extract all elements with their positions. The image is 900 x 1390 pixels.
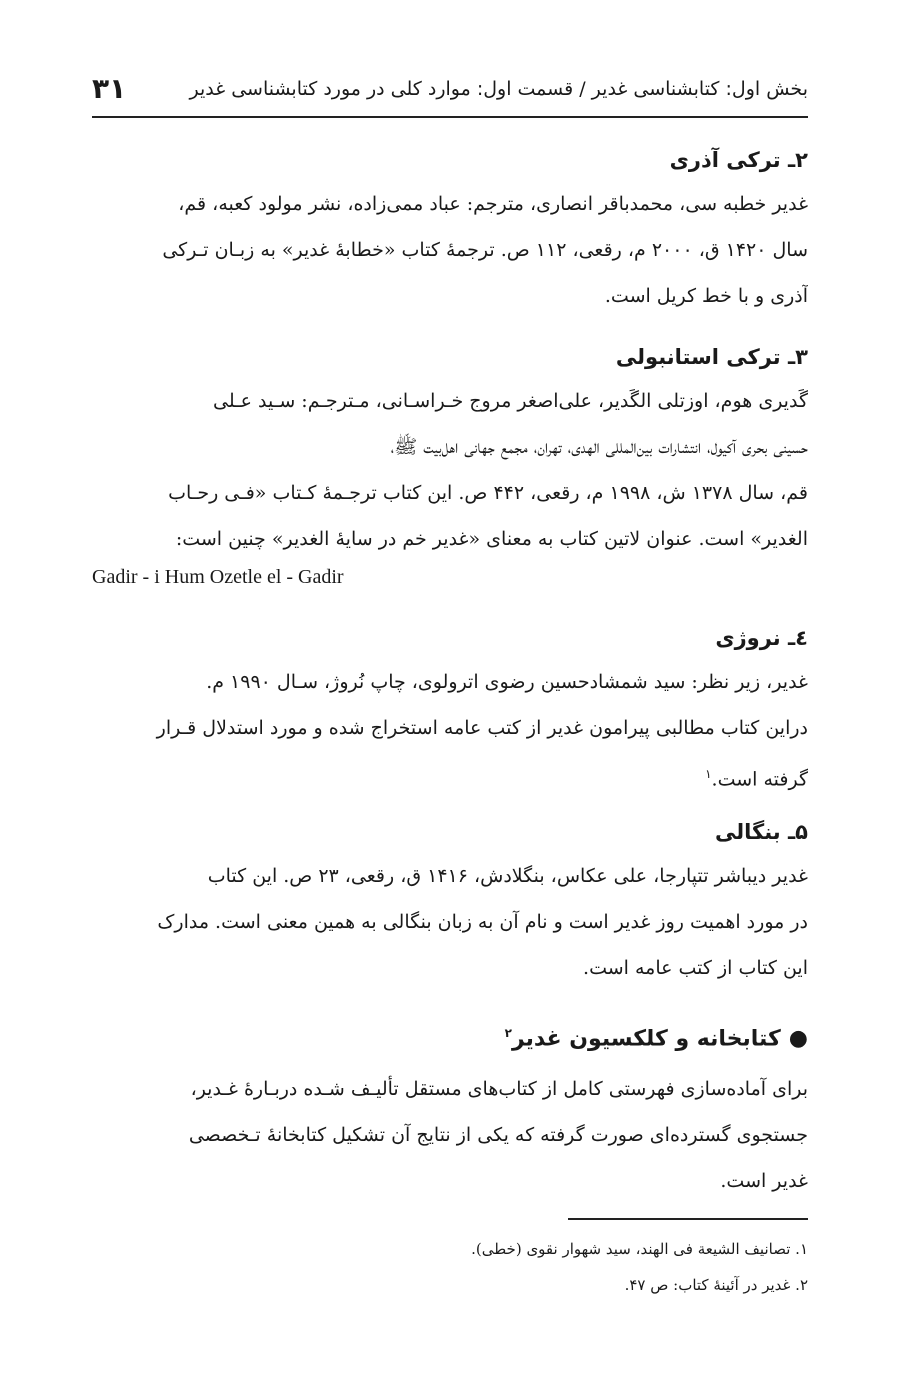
- section-heading-bengali: ۵ـ بنگالی: [714, 820, 808, 844]
- section-body-norwegian: [92, 659, 808, 802]
- footnote-2: ۲. غدیر در آئینهٔ کتاب: ص ۴۷.: [624, 1276, 808, 1294]
- body-line: جستجوی گسترده‌ای صورت گرفته که یکی از نتایج آن تشکیل کتابخانهٔ تـخصصی: [188, 1124, 808, 1146]
- section-heading-norwegian: ٤ـ نروژی: [715, 626, 808, 650]
- section-body-istanbul-turkish: [92, 378, 808, 562]
- body-line: گَدیری هوم، اوزتلی الگَدیر، علی‌اصغر مروج خـراسـانی، مـترجـم: سـید عـلی: [212, 390, 808, 412]
- body-line: برای آماده‌سازی فهرستی کامل از کتاب‌های مستقل تألیـف شـده دربـارهٔ غـدیر،: [190, 1078, 808, 1100]
- page-number: ۳۱: [92, 72, 127, 105]
- latin-title: Gadir - i Hum Ozetle el - Gadir: [92, 566, 344, 588]
- footnote-ref: ۱: [705, 767, 712, 781]
- body-line: غدیر است.: [720, 1170, 808, 1192]
- footnote-divider: [568, 1218, 808, 1220]
- bullet-icon: ●: [788, 1026, 808, 1052]
- footnote-1: ۱. تصانیف الشیعة فی الهند، سید شهوار نقوی (خطی).: [471, 1240, 808, 1258]
- body-line: در مورد اهمیت روز غدیر است و نام آن به زبان بنگالی به همین معنی است. مدارک: [157, 911, 808, 933]
- section-body-library: [92, 1066, 808, 1204]
- body-line: غدیر خطبه سی، محمدباقر انصاری، مترجم: عباد ممی‌زاده، نشر مولود کعبه، قم،: [178, 193, 808, 215]
- body-line: آذری و با خط کریل است.: [604, 285, 808, 307]
- section-body-azeri: [92, 181, 808, 319]
- footnote-ref: ۲: [504, 1026, 512, 1040]
- section-heading-library: [92, 1026, 808, 1051]
- body-line-text: گرفته است.: [711, 768, 808, 791]
- header-title: بخش اول: کتابشناسی غدیر / قسمت اول: موارد کلی در مورد کتابشناسی غدیر: [189, 78, 808, 100]
- body-line: سال ۱۴۲۰ ق، ۲۰۰۰ م، رقعی، ۱۱۲ ص. ترجمهٔ کتاب «خطابهٔ غدیر» به زبـان تـرکی: [162, 239, 808, 261]
- body-line: قم، سال ۱۳۷۸ ش، ۱۹۹۸ م، رقعی، ۴۴۲ ص. این کتاب ترجـمهٔ کـتاب «فـی رحـاب: [168, 482, 808, 504]
- library-heading-text: کتابخانه و کلکسیون غدیر: [511, 1026, 781, 1052]
- body-line: الغدیر» است. عنوان لاتین کتاب به معنای «غدیر خم در سایهٔ الغدیر» چنین است:: [175, 528, 808, 550]
- body-line: غدیر دیباشر تتپارجا، علی عکاس، بنگلادش، ۱۴۱۶ ق، رقعی، ۲۳ ص. این کتاب: [207, 865, 808, 887]
- body-line: غدیر، زیر نظر: سید شمشادحسین رضوی اترولوی، چاپ نُروژ، سـال ۱۹۹۰ م.: [206, 671, 808, 693]
- body-line: این کتاب از کتب عامه است.: [583, 957, 808, 979]
- body-line: [92, 751, 808, 802]
- body-line: دراین کتاب مطالبی پیرامون غدیر از کتب عامه استخراج شده و مورد استدلال قـرار: [156, 717, 808, 739]
- body-line: حسینی بحری آکیول، انتشارات بین‌المللی الهدی، تهران، مجمع جهانی اهل‌بیت ﷺ،: [390, 436, 808, 458]
- running-header: [92, 70, 808, 118]
- section-body-bengali: [92, 853, 808, 991]
- section-heading-azeri: ۲ـ ترکی آذری: [669, 148, 808, 172]
- section-heading-istanbul-turkish: ۳ـ ترکی استانبولی: [615, 345, 808, 369]
